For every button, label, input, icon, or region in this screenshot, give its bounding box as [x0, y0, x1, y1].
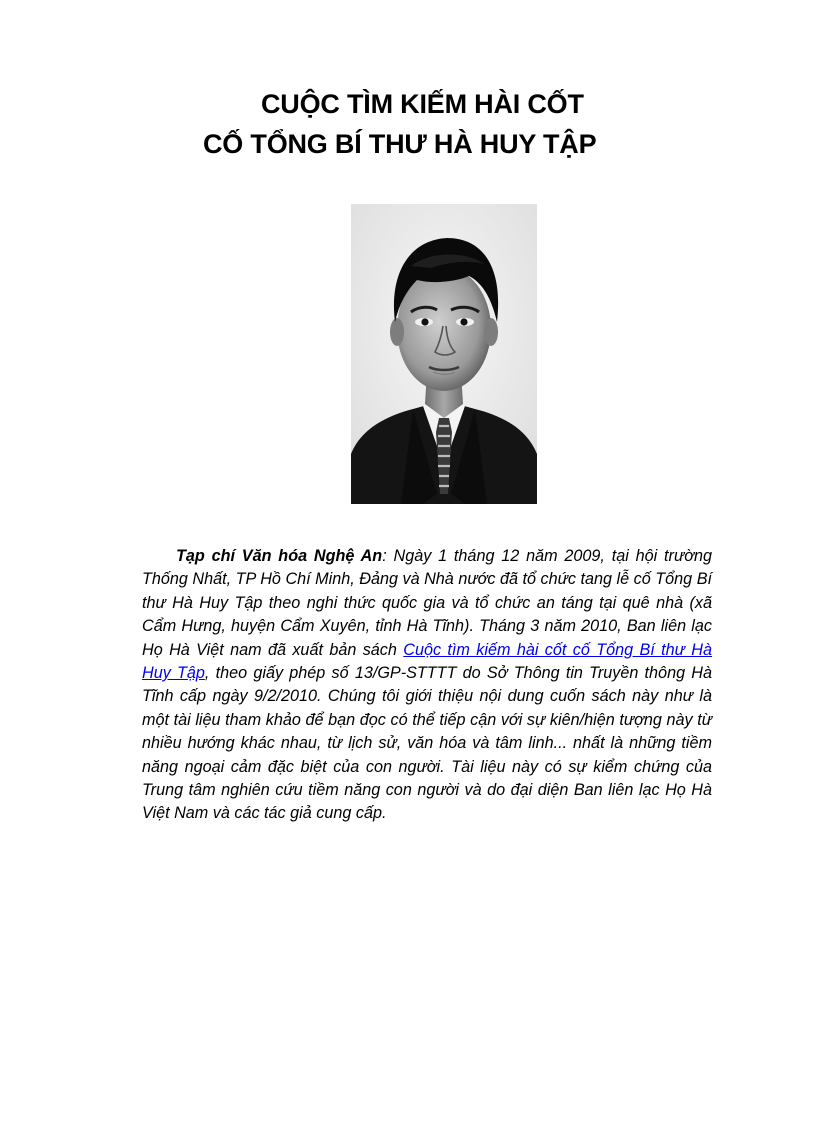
article-source: Tạp chí Văn hóa Nghệ An	[176, 547, 383, 565]
article-source-colon: :	[382, 547, 387, 565]
title-line-1: CUỘC TÌM KIẾM HÀI CỐT	[261, 89, 584, 119]
article-text-before-link: Ngày 1 tháng 12 năm 2009, tại hội trường Thống Nhất, TP Hồ Chí Minh, Đảng và Nhà nước đã tổ chức tang lễ cố Tổng Bí thư Hà Huy Tập theo nghi thức quốc gia và tổ chức an táng tại quê nhà (xã Cẩm Hưng, huyện Cẩm Xuyên, tỉnh Hà Tĩnh). Tháng 3 năm 2010, Ban liên lạc Họ Hà Việt nam đã xuất bản sách	[142, 547, 712, 659]
article-paragraph	[142, 545, 712, 826]
title-line-2: CỐ TỔNG BÍ THƯ HÀ HUY TẬP	[203, 129, 597, 159]
book-title-link[interactable]: Cuộc tìm kiếm hài cốt cố Tổng Bí thư Hà Huy Tập	[142, 640, 712, 683]
portrait-illustration	[351, 204, 537, 504]
portrait-photo	[351, 204, 537, 504]
article-text-after-link: , theo giấy phép số 13/GP-STTTT do Sở Thông tin Truyền thông Hà Tĩnh cấp ngày 9/2/2010. Chúng tôi giới thiệu nội dung cuốn sách này như là một tài liệu tham khảo để bạn đọc có thể tiếp cận với sự kiên/hiện tượng này từ nhiều hướng khác nhau, từ lịch sử, văn hóa và tâm linh... nhất là những tiềm năng ngoại cảm đặc biệt của con người. Tài liệu này có sự kiểm chứng của Trung tâm nghiên cứu tiềm năng con người và do đại diện Ban liên lạc Họ Hà Việt Nam và các tác giả cung cấp.	[142, 664, 712, 823]
